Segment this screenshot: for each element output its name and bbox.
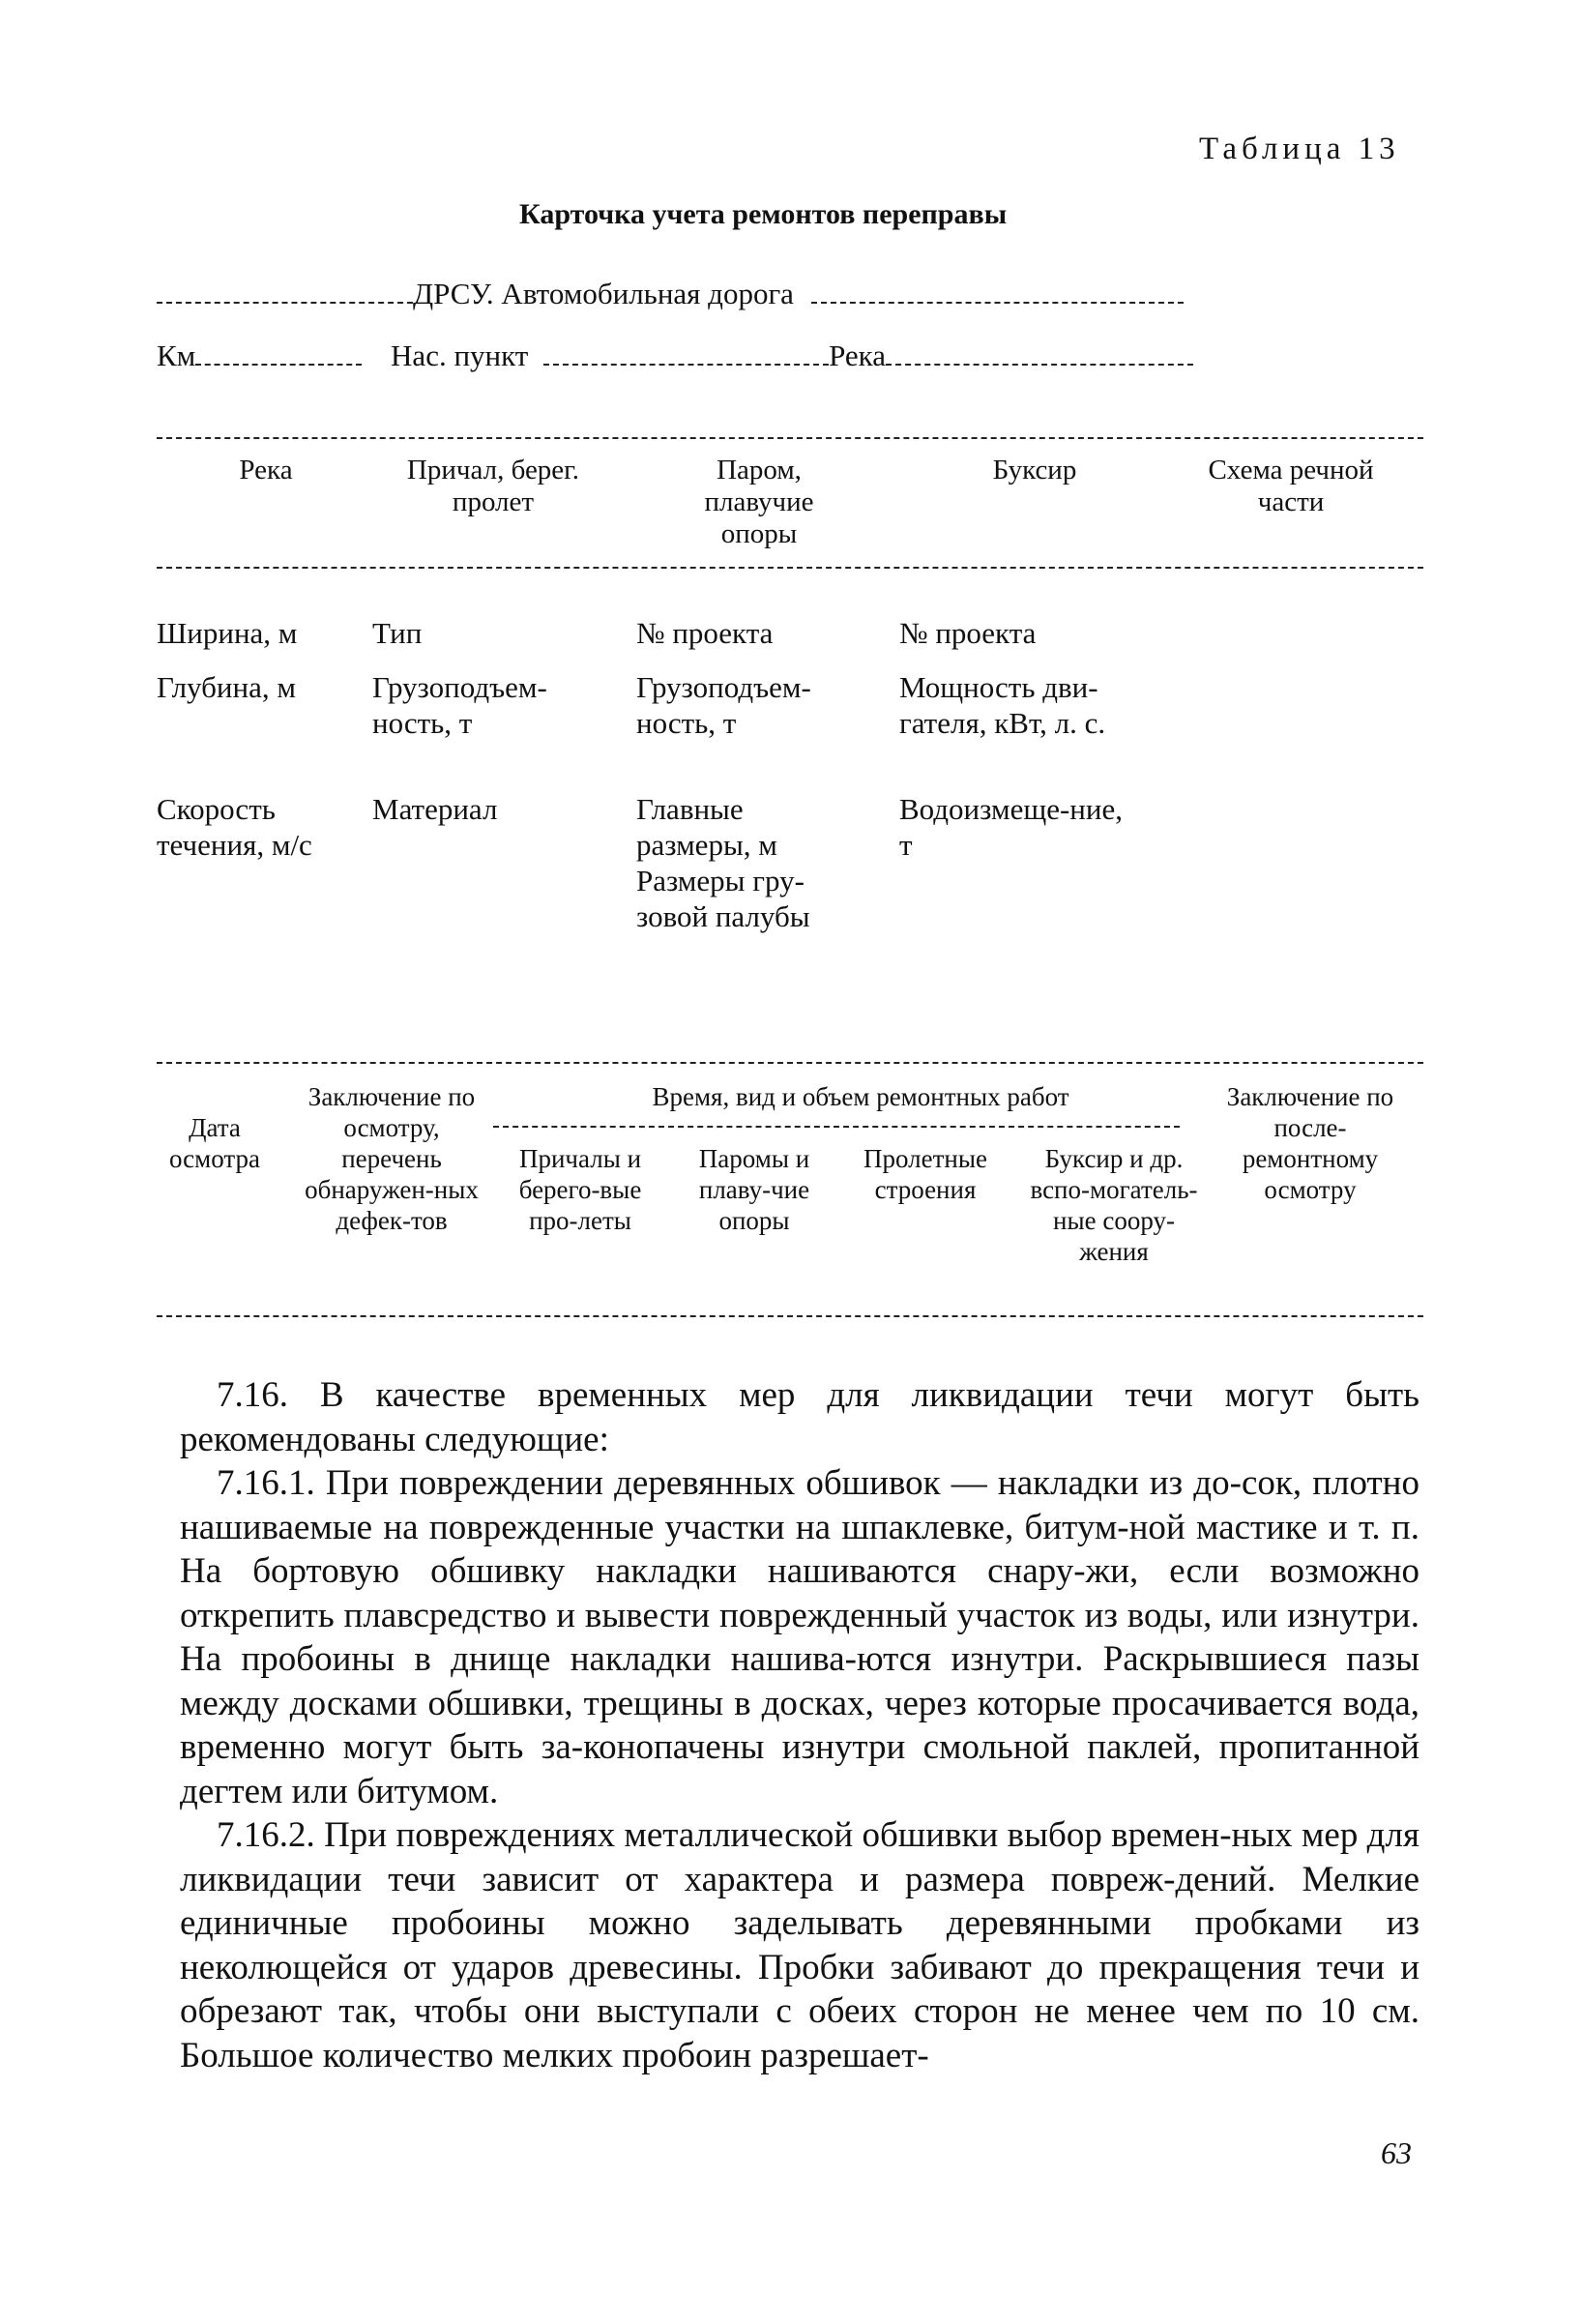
t1-r2-c2: Грузоподъем-ность, т xyxy=(372,670,547,740)
t2-header-date: Дата осмотра xyxy=(169,1113,260,1173)
t2-header-repair: Заключение по после-ремонтному осмотру xyxy=(1226,1082,1394,1204)
t2-works-rule xyxy=(493,1126,1180,1128)
t1-header-scheme: Схема речной части xyxy=(1208,455,1374,517)
settlement-label: Нас. пункт xyxy=(391,338,529,372)
t2-sub-ferries: Паромы и плаву-чие опоры xyxy=(698,1144,810,1235)
table1-header-rule xyxy=(157,567,1423,569)
river-label: Река xyxy=(829,338,887,372)
t1-r1-c1: Ширина, м xyxy=(157,616,298,650)
table2-top-rule xyxy=(157,1062,1423,1064)
river-blank[interactable] xyxy=(886,364,1193,366)
t1-r1-c4: № проекта xyxy=(899,616,1037,650)
t1-header-tug: Буксир xyxy=(992,455,1077,485)
t2-sub-piers: Причалы и берего-вые про-леты xyxy=(518,1144,642,1235)
t1-r2-c4: Мощность дви-гателя, кВт, л. с. xyxy=(899,670,1106,740)
table2-bottom-rule xyxy=(157,1315,1423,1317)
t2-header-inspection: Заключение по осмотру, перечень обнаружен-ных дефек-тов xyxy=(305,1082,479,1235)
road-blank[interactable] xyxy=(811,302,1184,304)
t2-header-works: Время, вид и объем ремонтных работ xyxy=(652,1082,1069,1111)
km-label: Км xyxy=(157,338,196,372)
table1-top-rule xyxy=(157,437,1423,439)
km-blank[interactable] xyxy=(195,364,362,366)
body-text xyxy=(180,1373,1419,2077)
settlement-blank[interactable] xyxy=(543,364,829,366)
t1-r3-c4: Водоизмеще-ние, т xyxy=(899,792,1123,862)
t1-r1-c3: № проекта xyxy=(636,616,774,650)
page-number: 63 xyxy=(1381,2135,1412,2170)
t1-r3-c1: Скорость течения, м/с xyxy=(157,792,312,862)
t1-r3-c2: Материал xyxy=(372,792,498,826)
location-line xyxy=(157,338,1193,373)
t2-sub-spans: Пролетные строения xyxy=(863,1144,987,1204)
drsu-label: ДРСУ. Автомобильная дорога xyxy=(413,277,794,310)
table-label: Таблица 13 xyxy=(1199,132,1400,166)
t1-r1-c2: Тип xyxy=(372,616,423,650)
t1-r2-c3: Грузоподъем-ность, т xyxy=(636,670,811,740)
t1-r3-c3: Главные размеры, м Размеры гру-зовой палубы xyxy=(636,792,810,933)
t1-header-pier: Причал, берег. пролет xyxy=(406,455,580,517)
paragraph-7-16-1: 7.16.1. При повреждении деревянных обшивок — накладки из до-сок, плотно нашиваемые на поврежденные участки на шпаклевке, битум-ной мастике и т. п. На бортовую обшивку накладки нашиваются снару-жи, если возможно открепить плавсредство и вывести поврежденный участок из воды, или изнутри. На пробоины в днище накладки нашива-ются изнутри. Раскрывшиеся пазы между досками обшивки, трещины в досках, через которые просачивается вода, временно могут быть за-конопачены изнутри смольной паклей, пропитанной дегтем или битумом. xyxy=(180,1463,1419,1811)
drsu-blank[interactable] xyxy=(157,302,413,304)
paragraph-7-16: 7.16. В качестве временных мер для ликвидации течи могут быть рекомендованы следующие: xyxy=(180,1375,1419,1459)
drsu-line xyxy=(157,277,1184,311)
t2-sub-tug: Буксир и др. вспо-могатель-ные соору-жения xyxy=(1030,1144,1198,1266)
card-title: Карточка учета ремонтов переправы xyxy=(519,198,1008,230)
paragraph-7-16-2: 7.16.2. При повреждениях металлической обшивки выбор времен-ных мер для ликвидации течи зависит от характера и размера повреж-дений. Мелкие единичные пробоины можно заделывать деревянными пробками из неколющейся от ударов древесины. Пробки забивают до прекращения течи и обрезают так, чтобы они выступали с обеих сторон не менее чем по 10 см. Большое количество мелких пробоин разрешает- xyxy=(180,1815,1419,2075)
t1-r2-c1: Глубина, м xyxy=(157,670,296,704)
t1-header-ferry: Паром, плавучие опоры xyxy=(704,455,814,549)
t1-header-river: Река xyxy=(239,455,293,485)
